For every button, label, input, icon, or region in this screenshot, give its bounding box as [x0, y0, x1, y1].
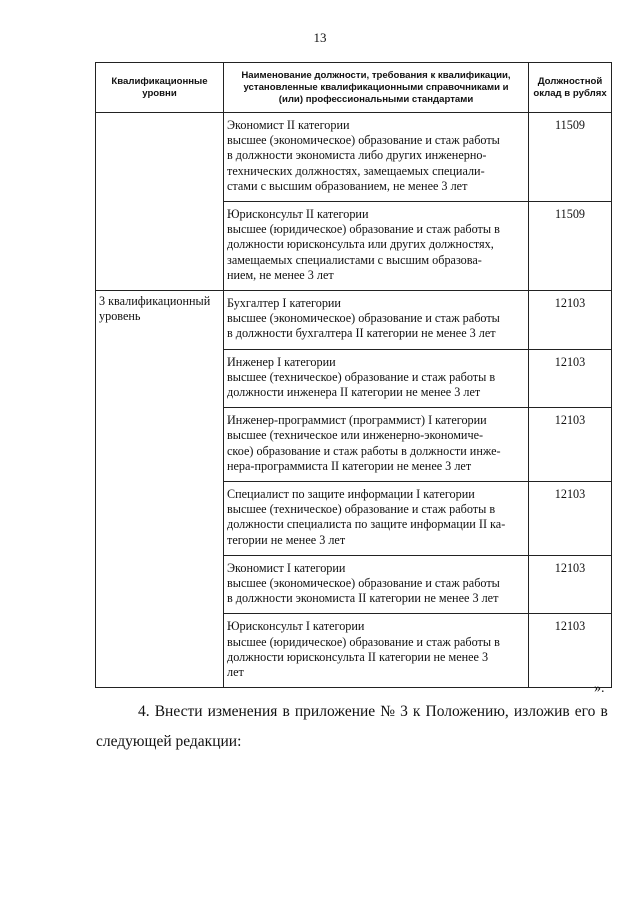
- salary-cell: 12103: [529, 291, 612, 350]
- position-cell: Юрисконсульт I категории высшее (юридическое) образование и стаж работы в должности юрисконсульта II категории не менее 3 лет: [224, 614, 529, 688]
- level-cell-3: 3 квалификационный уровень: [96, 291, 224, 688]
- table-header-row: [96, 63, 612, 113]
- salary-cell: 12103: [529, 555, 612, 614]
- level-cell-continued: [96, 113, 224, 291]
- position-cell: Экономист II категории высшее (экономическое) образование и стаж работы в должности экономиста либо других инженерно- технических должностях, замещаемых специали- стами с высшим образованием, не менее 3 лет: [224, 113, 529, 202]
- header-position: Наименование должности, требования к квалификации, установленные квалификационными справочниками и (или) профессиональными стандартами: [224, 63, 529, 113]
- position-cell: Юрисконсульт II категории высшее (юридическое) образование и стаж работы в должности юрисконсульта или других должностях, замещаемых специалистами с высшим образова- нием, не менее 3 лет: [224, 202, 529, 291]
- page-number: 13: [313, 30, 327, 45]
- paragraph-line: следующей редакции:: [96, 733, 242, 750]
- position-cell: Экономист I категории высшее (экономическое) образование и стаж работы в должности экономиста II категории не менее 3 лет: [224, 555, 529, 614]
- header-level: Квалификационные уровни: [96, 63, 224, 113]
- salary-cell: 11509: [529, 202, 612, 291]
- position-cell: Бухгалтер I категории высшее (экономическое) образование и стаж работы в должности бухгалтера II категории не менее 3 лет: [224, 291, 529, 350]
- salary-cell: 12103: [529, 349, 612, 408]
- table-row: [96, 291, 612, 350]
- paragraph-line: 4. Внести изменения в приложение № 3 к Положению, изложив его в: [138, 703, 608, 720]
- position-cell: Инженер-программист (программист) I категории высшее (техническое или инженерно-экономиче- ское) образование и стаж работы в должности инже- нера-программиста II категории не менее 3 лет: [224, 408, 529, 482]
- salary-cell: 12103: [529, 482, 612, 556]
- salary-cell: 12103: [529, 614, 612, 688]
- closing-quote: ».: [594, 681, 605, 696]
- salary-cell: 11509: [529, 113, 612, 202]
- position-cell: Специалист по защите информации I категории высшее (техническое) образование и стаж работы в должности специалиста по защите информации II ка- тегории не менее 3 лет: [224, 482, 529, 556]
- position-cell: Инженер I категории высшее (техническое) образование и стаж работы в должности инженера II категории не менее 3 лет: [224, 349, 529, 408]
- amendment-paragraph: [96, 697, 612, 757]
- header-salary: Должностной оклад в рублях: [529, 63, 612, 113]
- table-row: [96, 113, 612, 202]
- qualification-table: [95, 62, 612, 688]
- salary-cell: 12103: [529, 408, 612, 482]
